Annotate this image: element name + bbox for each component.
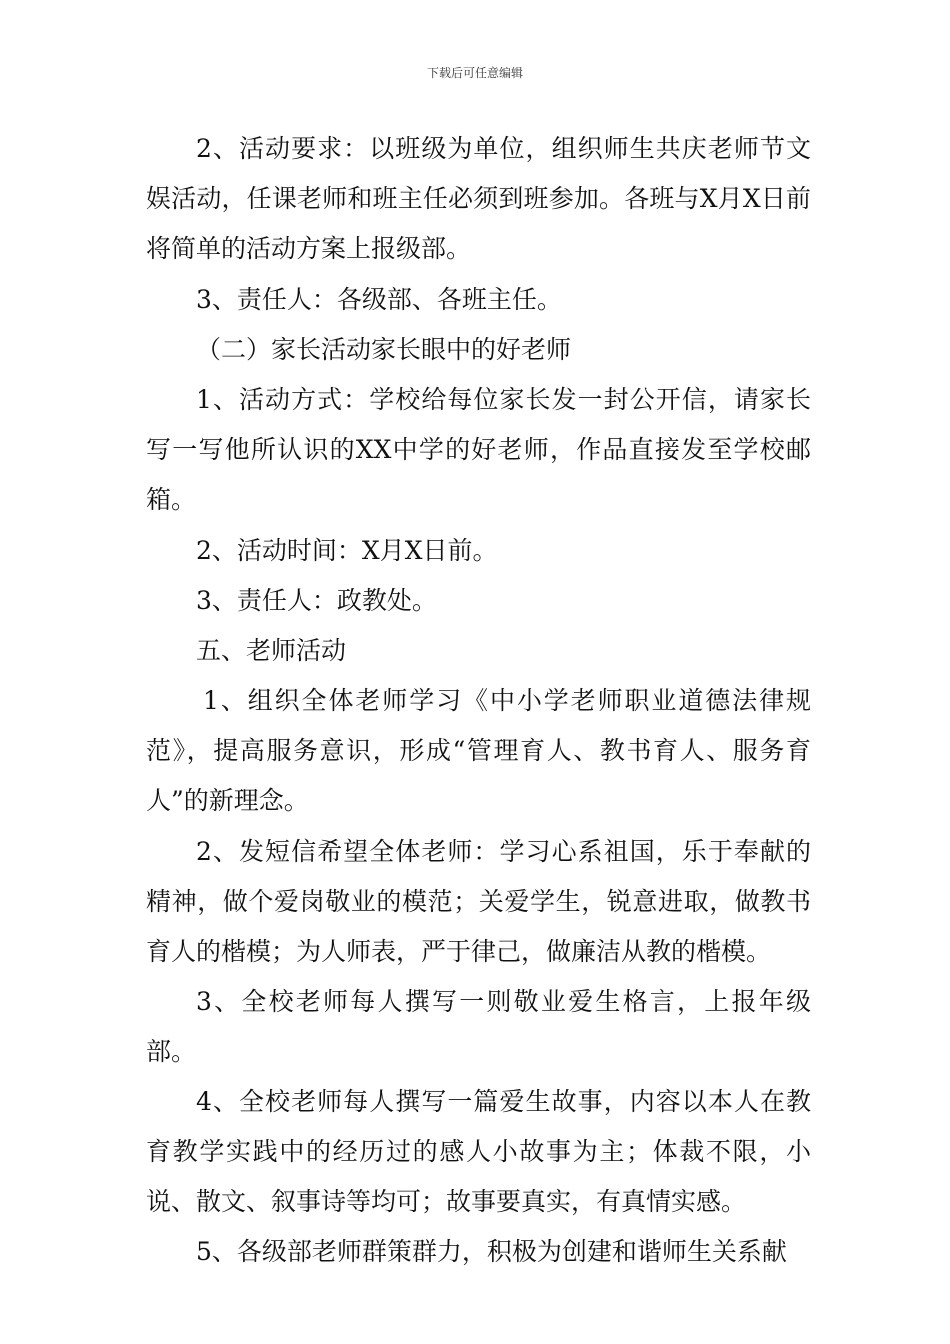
paragraph-grade-teachers: 5、各级部老师群策群力，积极为创建和谐师生关系献 [196, 1237, 787, 1266]
paragraph-motto: 3、全校老师每人撰写一则敬业爱生格言，上报年级部。 [146, 987, 811, 1066]
paragraph-responsible-grade: 3、责任人：各级部、各班主任。 [196, 285, 562, 314]
paragraph-activity-requirements: 2、活动要求：以班级为单位，组织师生共庆老师节文娱活动，任课老师和班主任必须到班参加。各班与X月X日前将简单的活动方案上报级部。 [146, 134, 811, 263]
paragraph-activity-time: 2、活动时间：X月X日前。 [196, 536, 498, 565]
paragraph-sms-message: 2、发短信希望全体老师：学习心系祖国，乐于奉献的精神，做个爱岗敬业的模范；关爱学生，锐意进取，做教书育人的楷模；为人师表，严于律己，做廉洁从教的楷模。 [146, 837, 811, 966]
paragraph-activity-method: 1、活动方式：学校给每位家长发一封公开信，请家长写一写他所认识的XX中学的好老师，作品直接发至学校邮箱。 [146, 385, 811, 514]
page-header: 下载后可任意编辑 [426, 66, 523, 80]
paragraph-story: 4、全校老师每人撰写一篇爱生故事，内容以本人在教育教学实践中的经历过的感人小故事为主；体裁不限，小说、散文、叙事诗等均可；故事要真实，有真情实感。 [146, 1087, 811, 1216]
document-body [146, 124, 811, 1277]
paragraph-study-standards: 1、组织全体老师学习《中小学老师职业道德法律规范》，提高服务意识，形成“管理育人、教书育人、服务育人”的新理念。 [146, 686, 811, 815]
section-heading-parent-activity: （二）家长活动家长眼中的好老师 [196, 335, 572, 364]
section-heading-teacher-activity: 五、老师活动 [196, 636, 347, 665]
paragraph-responsible-office: 3、责任人：政教处。 [196, 586, 437, 615]
